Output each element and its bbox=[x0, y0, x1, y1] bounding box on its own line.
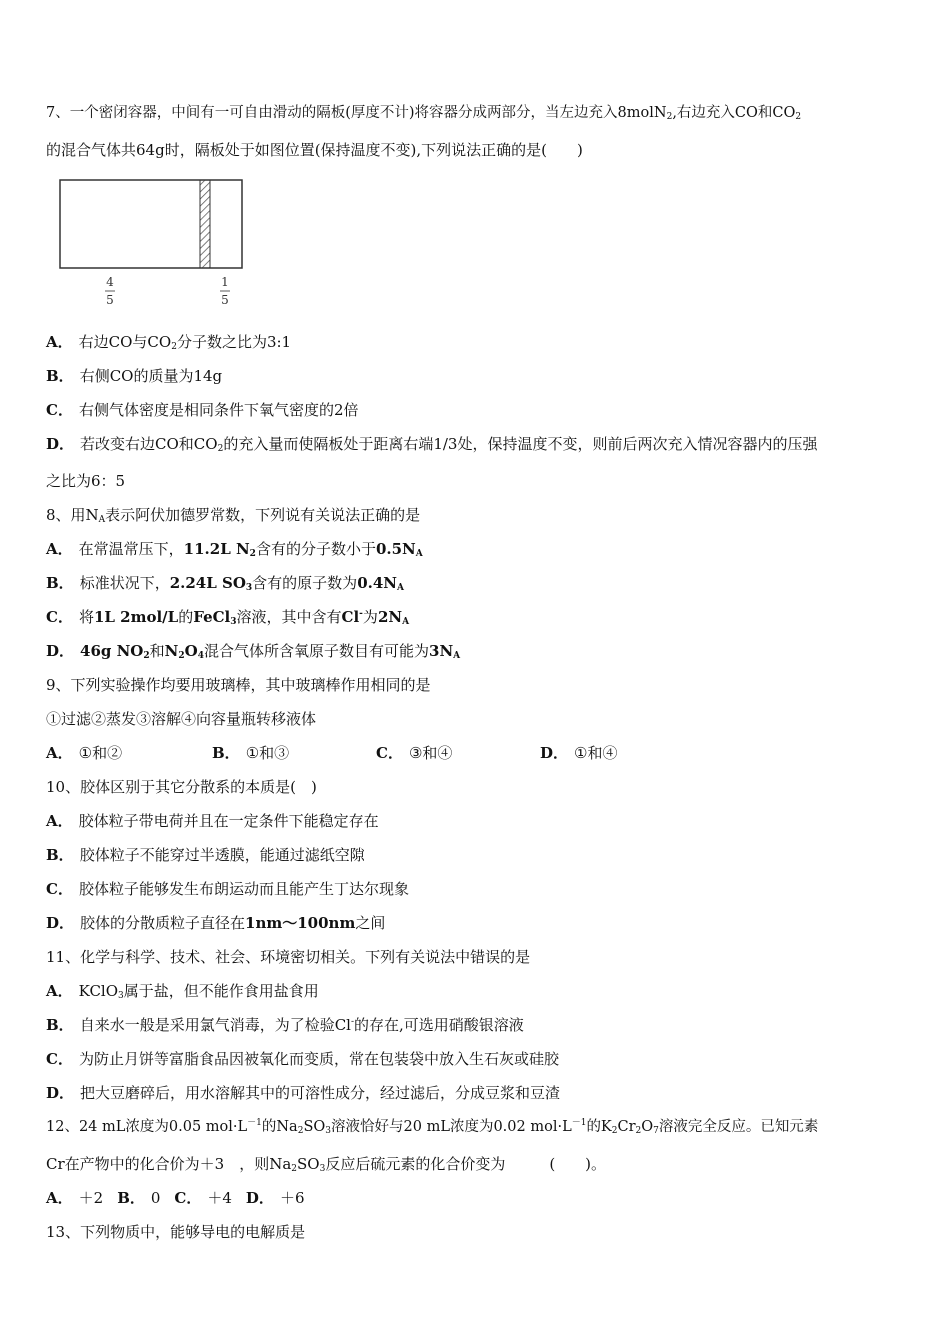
fraction-left-numerator: 4 bbox=[106, 275, 114, 289]
q7-option-d-cont: 之比为6：5 bbox=[46, 472, 126, 490]
q13-stem: 13、下列物质中，能够导电的电解质是 bbox=[46, 1223, 306, 1241]
q9-option-b: B． ①和③ bbox=[212, 744, 290, 762]
q10-option-c: C． 胶体粒子能够发生布朗运动而且能产生丁达尔现象 bbox=[46, 880, 409, 898]
q8-option-b: B． 标准状况下，2.24L $SO_3$含有的原子数为$0.4N_A$ bbox=[46, 574, 404, 593]
q9-option-c: C． ③和④ bbox=[376, 744, 453, 762]
container-diagram bbox=[58, 178, 248, 308]
q7-option-b: B． 右侧CO的质量为14g bbox=[46, 367, 223, 385]
q12-stem-line1: 12、24 mL浓度为0.05 $mol\cdot L^{-1}$的$Na_2SO_3$溶液恰好与20 mL浓度为0.02 $mol\cdot L^{-1}$的$K_2Cr_2O_7$溶液完全反应。已知元素 bbox=[46, 1118, 819, 1136]
q7-stem-line2: 的混合气体共64g时，隔板处于如图位置(保持温度不变),下列说法正确的是( ) bbox=[46, 141, 583, 159]
q10-option-b: B． 胶体粒子不能穿过半透膜，能通过滤纸空隙 bbox=[46, 846, 365, 864]
q10-stem: 10、胶体区别于其它分散系的本质是( ) bbox=[46, 778, 317, 796]
container-outline bbox=[60, 180, 242, 268]
q7-option-d: D． 若改变右边CO和$CO_2$的充入量而使隔板处于距离右端1/3处，保持温度不变，则前后两次充入情况容器内的压强 bbox=[46, 435, 818, 454]
q11-option-a: A． KClO$_3$属于盐，但不能作食用盐食用 bbox=[46, 982, 319, 1001]
q7-option-c: C． 右侧气体密度是相同条件下氧气密度的2倍 bbox=[46, 401, 359, 419]
q11-stem: 11、化学与科学、技术、社会、环境密切相关。下列有关说法中错误的是 bbox=[46, 948, 531, 966]
q9-items: ①过滤②蒸发③溶解④向容量瓶转移液体 bbox=[46, 710, 317, 728]
q9-stem: 9、下列实验操作均要用玻璃棒，其中玻璃棒作用相同的是 bbox=[46, 676, 431, 694]
q12-stem-line2: Cr在产物中的化合价为＋3 ，则$Na_2SO_3$反应后硫元素的化合价变为 ( )。 bbox=[46, 1155, 607, 1174]
fraction-right-denominator: 5 bbox=[221, 293, 229, 307]
q7-option-a: A． 右边CO与$CO_2$分子数之比为3:1 bbox=[46, 333, 292, 352]
fraction-left-denominator: 5 bbox=[106, 293, 114, 307]
q8-option-d: D． 46g $NO_2$和$N_2O_4$混合气体所含氧原子数目有可能为$3N_A$ bbox=[46, 642, 461, 661]
q8-option-c: C． 将1L 2mol/L的FeCl$_3$溶液，其中含有Cl-为$2N_A$ bbox=[46, 608, 410, 627]
q9-option-a: A． ①和② bbox=[46, 744, 123, 762]
q7-stem-line1: 7、一个密闭容器，中间有一可自由滑动的隔板(厚度不计)将容器分成两部分，当左边充入8molN$_2$,右边充入CO和$CO_2$ bbox=[46, 105, 802, 122]
q10-option-d: D． 胶体的分散质粒子直径在1nm～100nm之间 bbox=[46, 914, 386, 932]
q8-stem: 8、用$N_A$表示阿伏加德罗常数，下列说有关说法正确的是 bbox=[46, 506, 421, 525]
q11-option-d: D． 把大豆磨碎后，用水溶解其中的可溶性成分，经过滤后，分成豆浆和豆渣 bbox=[46, 1084, 561, 1102]
q12-options: A． ＋2 B． 0 C． ＋4 D． ＋6 bbox=[46, 1189, 305, 1207]
fraction-right-numerator: 1 bbox=[221, 275, 229, 289]
q10-option-a: A． 胶体粒子带电荷并且在一定条件下能稳定存在 bbox=[46, 812, 379, 830]
q11-option-c: C． 为防止月饼等富脂食品因被氧化而变质，常在包装袋中放入生石灰或硅胶 bbox=[46, 1050, 559, 1068]
q11-option-b: B． 自来水一般是采用氯气消毒，为了检验Cl-的存在,可选用硝酸银溶液 bbox=[46, 1016, 524, 1034]
partition-plate bbox=[200, 180, 210, 268]
q8-option-a: A． 在常温常压下，11.2L $N_2$含有的分子数小于$0.5N_A$ bbox=[46, 540, 423, 559]
q9-option-d: D． ①和④ bbox=[540, 744, 618, 762]
